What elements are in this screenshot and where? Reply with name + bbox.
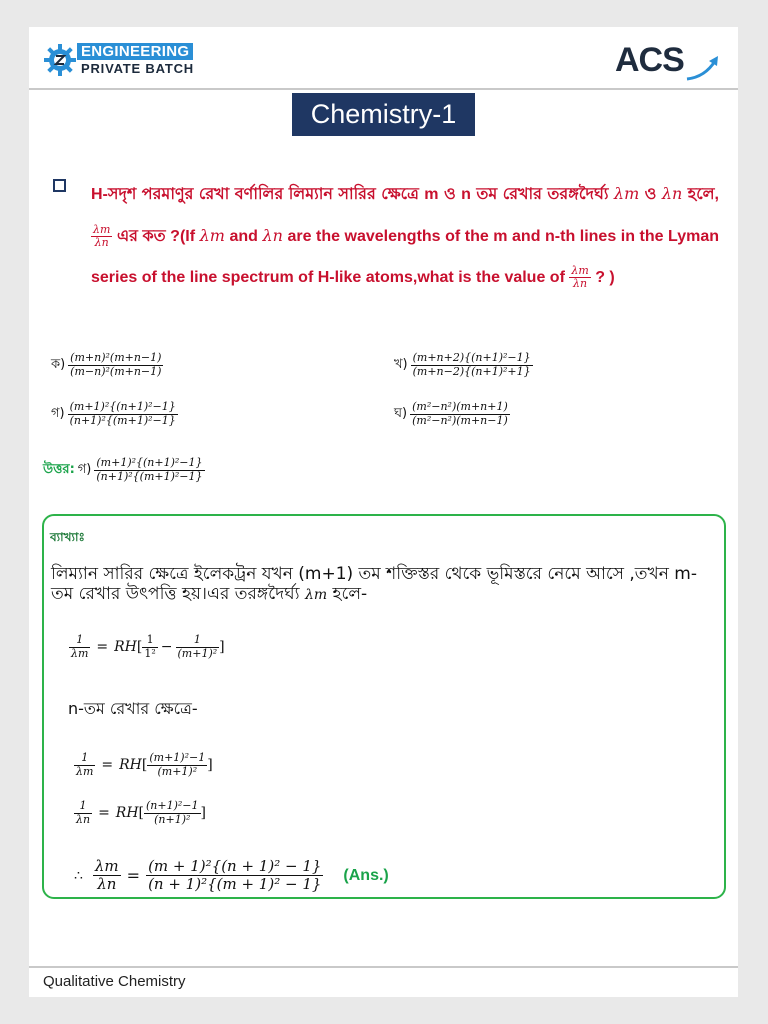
acs-arrow-icon bbox=[685, 53, 723, 83]
question-text: H-সদৃশ পরমাণুর রেখা বর্ণালির লিম্যান সারির ক্ষেত্রে m ও n তম রেখার তরঙ্গদৈর্ঘ্য λm ও λn হলে, $\frac{\lambda m}{\lambda n}$ এর কত ?(If λm and λn are the wavelengths of the m and n-th lines in the Lyman series of the line spectrum of H-like atoms,what is the value of $\frac{\lambda m}{\lambda n}$ ? ) bbox=[91, 184, 720, 291]
option-ka[interactable]: ক) $\frac{\text{(m+n)²(m+n−1)}}{\text{(m−n)²(m+n−1)}}$ bbox=[51, 351, 162, 378]
header-divider bbox=[29, 88, 738, 90]
symbol-lambda-n: λn bbox=[661, 184, 683, 203]
option-kha[interactable]: খ) $\frac{\text{(m+n+2)\{(n+1)²−1\}}}{\text{(m+n−2)\{(n+1)²+1\}}}$ bbox=[394, 351, 531, 378]
footer-text: Qualitative Chemistry bbox=[43, 973, 186, 990]
answer-line bbox=[43, 457, 205, 483]
final-equation: ∴ $\frac{\lambda m}{\lambda n}$ = $\frac{\text{(m + 1)²\{(n + 1)² − 1\}}}{\text{(n + 1)²\{(m + 1)² − 1\}}}$ (Ans.) bbox=[74, 857, 389, 894]
acs-logo-text: ACS bbox=[615, 41, 684, 79]
symbol-lambda-m: λm bbox=[613, 184, 640, 203]
explanation-paragraph: লিম্যান সারির ক্ষেত্রে ইলেকট্রন যখন (m+1) তম শক্তিস্তর থেকে ভূমিস্তরে নেমে আসে ,তখন m-তম রেখার উৎপত্তি হয়।এর তরঙ্গদৈর্ঘ্য λm হলে- bbox=[51, 564, 697, 604]
answer-option: গ) bbox=[77, 461, 92, 477]
option-ga[interactable]: গ) $\frac{\text{(m+1)²\{(n+1)²−1\}}}{\text{(n+1)²\{(m+1)²−1\}}}$ bbox=[51, 400, 176, 427]
subject-title: Chemistry-1 bbox=[292, 93, 475, 136]
n-line-text: n-তম রেখার ক্ষেত্রে- bbox=[68, 699, 198, 718]
brand-subtitle: PRIVATE BATCH bbox=[81, 61, 194, 76]
gear-logo-icon bbox=[43, 43, 77, 77]
checkbox-bullet-icon bbox=[53, 179, 66, 192]
equation-2: $\frac{1}{\lambda m}$ = RH [ $\frac{\text{(m+1)²−1}}{\text{(m+1)²}}$ ] bbox=[76, 751, 213, 778]
answer-label: উত্তর: bbox=[43, 461, 75, 477]
option-gha[interactable]: ঘ) $\frac{\text{(m²−n²)(m+n+1)}}{\text{(m²−n²)(m+n−1)}}$ bbox=[394, 400, 508, 427]
document-page bbox=[29, 27, 738, 997]
question-fraction-2: $\frac{\lambda m}{\lambda n}$ bbox=[571, 263, 589, 291]
explanation-box bbox=[42, 514, 726, 899]
question-fraction: $\frac{\lambda m}{\lambda n}$ bbox=[93, 222, 111, 250]
equation-3: $\frac{1}{\lambda n}$ = RH [ $\frac{\text{(n+1)²−1}}{\text{(n+1)²}}$ ] bbox=[76, 799, 206, 826]
acs-logo bbox=[615, 41, 725, 83]
ans-tag: (Ans.) bbox=[343, 866, 389, 884]
footer-divider bbox=[29, 966, 738, 968]
equation-1: $\frac{1}{\lambda m}$ = RH [ $\frac{1}{\text{1²}}$ − $\frac{1}{\text{(m+1)²}}$ ] bbox=[71, 633, 225, 660]
brand-title: ENGINEERING bbox=[77, 43, 193, 60]
answer-fraction: $\frac{\text{(m+1)²\{(n+1)²−1\}}}{\text{(n+1)²\{(m+1)²−1\}}}$ bbox=[96, 456, 203, 483]
engineering-logo bbox=[43, 43, 223, 79]
explanation-title: ব্যাখ্যাঃ bbox=[50, 530, 85, 544]
